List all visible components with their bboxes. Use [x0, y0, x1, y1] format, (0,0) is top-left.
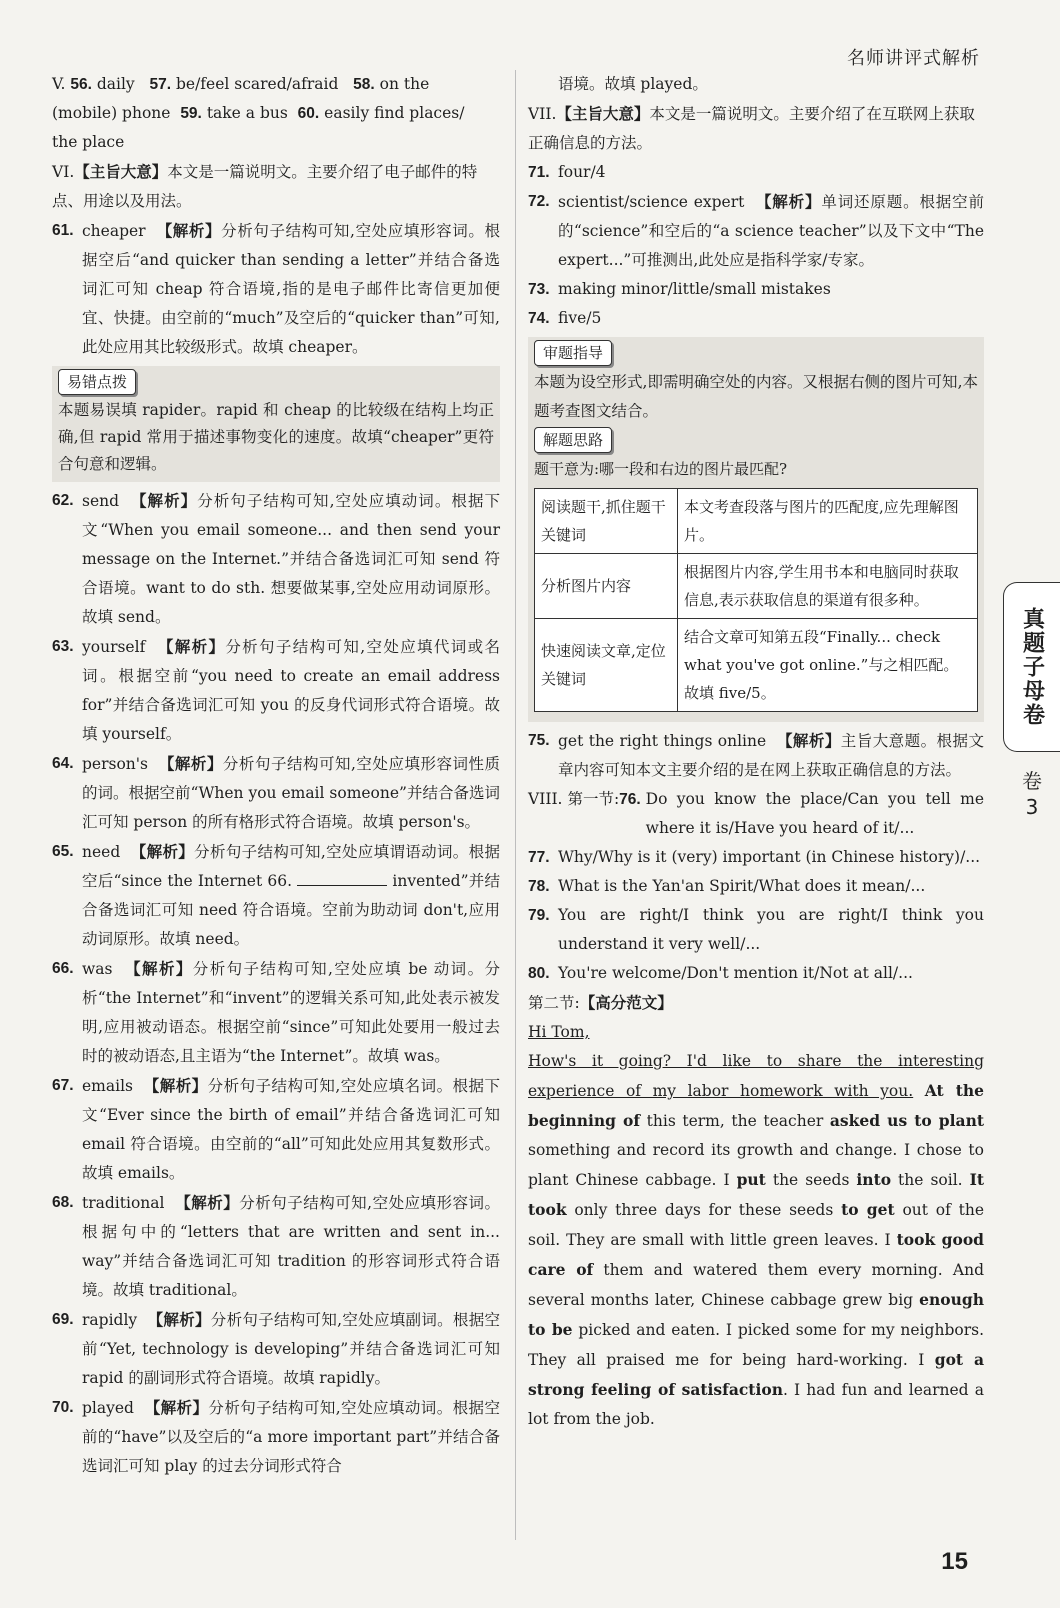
- analysis-text: 主旨大意题。根据文章内容可知本文主要介绍的是在网上获取正确信息的方法。: [558, 732, 984, 779]
- table-cell-content: 根据图片内容,学生用书本和电脑同时获取信息,表示获取信息的渠道有很多种。: [678, 554, 978, 619]
- answer-75: [528, 726, 984, 785]
- table-row: [535, 619, 978, 712]
- main-idea-tag: 【主旨大意】: [556, 104, 650, 123]
- answer-number: 76.: [619, 791, 641, 808]
- answer-number: 73.: [528, 281, 550, 298]
- analysis-tag: 【解析】: [147, 1310, 211, 1329]
- essay-highlight: took good care of: [528, 1230, 984, 1279]
- analysis-tag: 【解析】: [144, 1398, 209, 1417]
- column-divider: [515, 70, 516, 1540]
- answer-body: [558, 726, 984, 785]
- section-label: VII.: [528, 105, 557, 123]
- answer-74: [528, 304, 984, 333]
- volume-prefix: 卷: [1022, 769, 1042, 793]
- answer-text: easily find places/: [324, 104, 465, 122]
- section-vi-intro: [52, 157, 500, 216]
- answer-text: get the right things online: [558, 732, 767, 750]
- answer-number: 56.: [70, 76, 92, 93]
- answer-number: 71.: [528, 164, 550, 181]
- main-idea-text: 本文是一篇说明文。主要介绍了电子邮件的特点、用途以及用法。: [52, 163, 478, 210]
- table-cell-content: 结合文章可知第五段“Finally... check what you've got online.”与之相匹配。故填 five/5。: [678, 619, 978, 712]
- answer-number: 59.: [180, 105, 202, 122]
- answer-70: [52, 1393, 500, 1481]
- answer-text: be/feel scared/afraid: [175, 75, 339, 93]
- answer-text: was: [82, 960, 113, 978]
- essay-greeting: Hi Tom,: [528, 1023, 590, 1041]
- answer-text: daily: [96, 75, 135, 93]
- answer-number: 65.: [52, 843, 74, 860]
- page-number: 15: [941, 1548, 968, 1575]
- essay-highlight: It took: [528, 1170, 984, 1219]
- answer-number: 58.: [353, 76, 375, 93]
- answer-79: [528, 901, 984, 959]
- answer-text: cheaper: [82, 222, 146, 240]
- table-cell-content: 本文考查段落与图片的匹配度,应先理解图片。: [678, 489, 978, 554]
- volume-side-tab: [1003, 582, 1060, 752]
- right-column: [528, 70, 984, 1434]
- part-label: 第二节:: [528, 994, 580, 1012]
- answer-77: [528, 843, 984, 872]
- model-essay-tag: 【高分范文】: [579, 993, 673, 1012]
- section-label: VIII.: [528, 790, 563, 808]
- analysis-text: 分析句子结构可知,空处应填动词。根据下文“When you email someone... and then send your message on the Internet.”并结合备选词汇可知 send 符合语境。want to do sth. 想要做某事,空处应用动词原形。故填 send。: [82, 492, 500, 626]
- essay-highlight: got a strong feeling of satisfaction: [528, 1350, 984, 1399]
- essay-highlight: enough to be: [528, 1290, 984, 1339]
- answer-text: You're welcome/Don't mention it/Not at all/...: [558, 964, 913, 982]
- analysis-text: 分析句子结构可知,空处应填形容词。根据空后“and quicker than sending a letter”并结合备选词汇可知 cheap 符合语境,指的是电子邮件比寄信更加便宜、快捷。由空前的“much”及空后的“quicker than”可知,此处应用其比较级形式。故填 cheaper。: [82, 222, 500, 356]
- analysis-text: 分析句子结构可知,空处应填形容词性质的词。根据空前“When you email someone”并结合备选词汇可知 person 的所有格形式符合语境。故填 person's。: [82, 755, 500, 831]
- answer-number: 77.: [528, 849, 550, 866]
- answer-body: [82, 954, 500, 1071]
- answer-body: [82, 837, 500, 954]
- answer-73: [528, 275, 984, 304]
- essay-text: something and record its growth and change. I chose to plant Chinese cabbage. I: [528, 1141, 984, 1189]
- essay-highlight: into: [856, 1170, 892, 1189]
- answer-number: 69.: [52, 1311, 74, 1328]
- answer-body: [82, 1305, 500, 1393]
- analysis-tag: 【解析】: [755, 192, 822, 211]
- answer-72: [528, 187, 984, 275]
- analysis-tag: 【解析】: [130, 842, 195, 861]
- guide-box: [528, 337, 984, 722]
- answer-text: four/4: [558, 163, 606, 181]
- answer-text: What is the Yan'an Spirit/What does it mean/...: [558, 877, 926, 895]
- essay-text: only three days for these seeds: [566, 1201, 842, 1219]
- answer-76: [528, 785, 984, 843]
- essay-text: . I had fun and learned a lot from the job.: [528, 1381, 984, 1428]
- essay-text: this term, the teacher: [640, 1112, 830, 1130]
- table-cell-head: 快速阅读文章,定位关键词: [535, 619, 678, 712]
- section-v-line3: the place: [52, 133, 125, 151]
- side-tab-label: 真题子母卷: [1019, 607, 1045, 727]
- answer-body: [82, 1188, 500, 1305]
- section-label: V.: [52, 75, 66, 93]
- answer-number: 60.: [297, 105, 320, 122]
- answer-number: 61.: [52, 222, 74, 239]
- section-v-line2: [52, 99, 500, 128]
- section-viii-label: [528, 785, 646, 843]
- answer-text: (mobile) phone: [52, 104, 171, 122]
- answer-66: [52, 954, 500, 1071]
- answer-text: emails: [82, 1077, 133, 1095]
- answer-text: person's: [82, 755, 148, 773]
- answer-number: 72.: [528, 193, 550, 210]
- answer-body: [82, 632, 500, 749]
- analysis-text: 分析句子结构可知,空处应填谓语动词。根据空后“since the Internet 66.: [82, 843, 500, 890]
- answer-text: five/5: [558, 309, 602, 327]
- answer-number: 78.: [528, 878, 550, 895]
- essay-text: them and watered them every morning. And several months later, Chinese cabbage grew big: [528, 1261, 984, 1309]
- answer-65: [52, 837, 500, 954]
- analysis-tag: 【解析】: [156, 221, 222, 240]
- answer-text: send: [82, 492, 120, 510]
- analysis-text: 单词还原题。根据空前的“science”和空后的“a science teacher”以及下文中“The expert...”可推测出,此处应是指科学家/专家。: [558, 193, 984, 269]
- answer-text: need: [82, 843, 121, 861]
- table-cell-head: 分析图片内容: [535, 554, 678, 619]
- answer-number: 70.: [52, 1399, 74, 1416]
- part-two-heading: [528, 988, 984, 1018]
- answer-body: [82, 486, 500, 632]
- essay-highlight: asked us to plant: [829, 1111, 985, 1130]
- thinking-question: 题干意为:哪一段和右边的图片最匹配?: [534, 460, 788, 478]
- answer-text: yourself: [82, 638, 146, 656]
- answer-number: 75.: [528, 732, 550, 749]
- main-idea-tag: 【主旨大意】: [74, 162, 168, 181]
- answer-68: [52, 1188, 500, 1305]
- essay-highlight: put: [736, 1170, 766, 1189]
- model-essay: [528, 1047, 984, 1434]
- analysis-tag: 【解析】: [175, 1193, 240, 1212]
- answer-number: 63.: [52, 638, 74, 655]
- answer-body: [82, 216, 500, 362]
- answer-number: 80.: [528, 965, 550, 982]
- essay-text: the soil.: [891, 1171, 970, 1189]
- answer-text: rapidly: [82, 1311, 138, 1329]
- section-vii-intro: [528, 99, 984, 158]
- answer-number: 67.: [52, 1077, 74, 1094]
- answer-number: 66.: [52, 960, 74, 977]
- answer-61: [52, 216, 500, 362]
- analysis-text: 分析句子结构可知,空处应填副词。根据空前“Yet, technology is developing”并结合备选词汇可知 rapid 的副词形式符合语境。故填 rapidly。: [82, 1311, 500, 1387]
- answer-text: on the: [379, 75, 430, 93]
- analysis-text: 分析句子结构可知,空处应填名词。根据下文“Ever since the birth of email”并结合备选词汇可知 email 符合语境。由空前的“all”可知此处应用其复数形式。故填 emails。: [82, 1077, 500, 1182]
- blank-line: [297, 871, 387, 886]
- answer-body: [82, 1393, 500, 1481]
- analysis-text: invented”并结合备选词汇可知 need 符合语境。空前为助动词 don't,应用动词原形。故填 need。: [82, 872, 500, 948]
- answer-body: [558, 187, 984, 275]
- essay-highlight: At the beginning of: [528, 1081, 985, 1130]
- answer-text: traditional: [82, 1194, 165, 1212]
- answer-text: Why/Why is it (very) important (in Chinese history)/...: [558, 848, 981, 866]
- answer-body: [82, 1071, 500, 1188]
- answer-text: making minor/little/small mistakes: [558, 280, 831, 298]
- essay-text: out of the soil. They are small with little green leaves. I: [528, 1201, 984, 1249]
- essay-text: picked and eaten. I picked some for my neighbors. They all praised me for being hard-working. I: [528, 1321, 984, 1369]
- header-title: 名师讲评式解析: [847, 48, 980, 69]
- analysis-text: 分析句子结构可知,空处应填代词或名词。根据空前“you need to create an email address for”并结合备选词汇可知 you 的反身代词形式符合语境。故填 yourself。: [82, 638, 500, 743]
- answer-number: 68.: [52, 1194, 74, 1211]
- analysis-tag: 【解析】: [158, 754, 223, 773]
- answer-78: [528, 872, 984, 901]
- thinking-label: 解题思路: [534, 427, 612, 453]
- table-cell-head: 阅读题干,抓住题干关键词: [535, 489, 678, 554]
- answer-number: 64.: [52, 755, 74, 772]
- main-idea-text: 本文是一篇说明文。主要介绍了在互联网上获取正确信息的方法。: [528, 105, 975, 152]
- answer-69: [52, 1305, 500, 1393]
- answer-number: 79.: [528, 907, 550, 924]
- volume-number: 3: [1025, 795, 1039, 819]
- analysis-tag: 【解析】: [125, 959, 193, 978]
- answer-text: You are right/I think you are right/I think you understand it very well/...: [558, 906, 984, 953]
- answer-63: [52, 632, 500, 749]
- error-tip-text: 本题易误填 rapider。rapid 和 cheap 的比较级在结构上均正确,但 rapid 常用于描述事物变化的速度。故填“cheaper”更符合句意和逻辑。: [58, 401, 494, 473]
- error-tip-box: [52, 366, 500, 482]
- answer-70-continued: 语境。故填 played。: [558, 75, 708, 93]
- answer-text: played: [82, 1399, 134, 1417]
- essay-opening: How's it going? I'd like to share the interesting experience of my labor homework with you.: [528, 1052, 984, 1100]
- table-row: [535, 489, 978, 554]
- analysis-tag: 【解析】: [776, 731, 841, 750]
- answer-67: [52, 1071, 500, 1188]
- answer-text: take a bus: [206, 104, 288, 122]
- answer-text: scientist/science expert: [558, 193, 745, 211]
- answer-64: [52, 749, 500, 837]
- guide-label: 审题指导: [534, 340, 612, 366]
- section-v-line1: [52, 70, 500, 99]
- analysis-text: 分析句子结构可知,空处应填 be 动词。分析“the Internet”和“invent”的逻辑关系可知,此处表示被发明,应用被动语态。根据空前“since”可知此处要用一般过去时的被动语态,且主语为“the Internet”。故填 was。: [82, 960, 500, 1065]
- part-label: 第一节:: [567, 790, 620, 808]
- section-label: VI.: [52, 163, 75, 181]
- answer-62: [52, 486, 500, 632]
- essay-text: the seeds: [765, 1171, 857, 1189]
- guide-text: 本题为设空形式,即需明确空处的内容。又根据右侧的图片可知,本题考查图文结合。: [534, 373, 978, 420]
- answer-number: 57.: [149, 76, 172, 93]
- answer-number: 74.: [528, 310, 550, 327]
- analysis-tag: 【解析】: [131, 491, 198, 510]
- analysis-tag: 【解析】: [157, 637, 226, 656]
- volume-label: [1018, 768, 1046, 820]
- analysis-table: [534, 488, 978, 712]
- table-row: [535, 554, 978, 619]
- analysis-tag: 【解析】: [143, 1076, 208, 1095]
- answer-body: [82, 749, 500, 837]
- answer-80: [528, 959, 984, 988]
- error-tip-label: 易错点拨: [58, 369, 136, 395]
- answer-text: Do you know the place/Can you tell me where it is/Have you heard of it/...: [645, 790, 984, 837]
- essay-highlight: to get: [841, 1200, 895, 1219]
- analysis-text: 分析句子结构可知,空处应填形容词。根据句中的“letters that are written and sent in... way”并结合备选词汇可知 tradition 的形容词形式符合语境。故填 traditional。: [82, 1194, 500, 1299]
- answer-71: [528, 158, 984, 187]
- left-column: [52, 70, 500, 1481]
- answer-number: 62.: [52, 492, 74, 509]
- analysis-text: 分析句子结构可知,空处应填动词。根据空前的“have”以及空后的“a more important part”并结合备选词汇可知 play 的过去分词形式符合: [82, 1399, 500, 1475]
